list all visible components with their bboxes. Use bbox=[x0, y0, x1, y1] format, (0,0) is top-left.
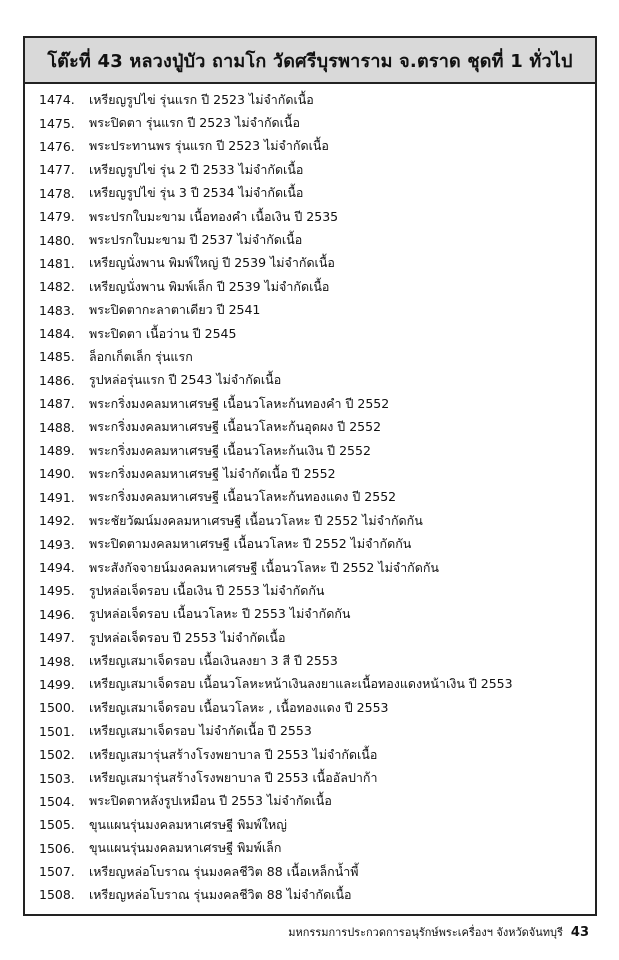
item-number: 1495. bbox=[39, 583, 75, 599]
list-item bbox=[25, 322, 595, 345]
item-text: พระกริ่งมงคลมหาเศรษฐี เนื้อนวโลหะก้นทองแดง ปี 2552 bbox=[89, 489, 397, 505]
item-text: รูปหล่อเจ็ดรอบ เนื้อเงิน ปี 2553 ไม่จำกัดกัน bbox=[89, 582, 325, 598]
item-text: เหรียญรูปไข่ รุ่น 2 ปี 2533 ไม่จำกัดเนื้อ bbox=[89, 161, 304, 177]
item-text: พระปรกใบมะขาม ปี 2537 ไม่จำกัดเนื้อ bbox=[89, 232, 303, 248]
item-number: 1479. bbox=[39, 209, 75, 225]
item-number: 1487. bbox=[39, 396, 75, 412]
item-text: พระประทานพร รุ่นแรก ปี 2523 ไม่จำกัดเนื้อ bbox=[89, 138, 329, 154]
item-number: 1491. bbox=[39, 489, 75, 505]
item-text: เหรียญรูปไข่ รุ่นแรก ปี 2523 ไม่จำกัดเนื้อ bbox=[89, 91, 314, 107]
item-text: เหรียญเสมารุ่นสร้างโรงพยาบาล ปี 2553 เนื้ออัลปาก้า bbox=[89, 770, 378, 786]
item-number: 1505. bbox=[39, 817, 75, 833]
item-text: พระปิดตา รุ่นแรก ปี 2523 ไม่จำกัดเนื้อ bbox=[89, 115, 300, 131]
item-number: 1474. bbox=[39, 92, 75, 108]
item-text: พระปิดตา เนื้อว่าน ปี 2545 bbox=[89, 325, 237, 341]
item-number: 1486. bbox=[39, 372, 75, 388]
list-item bbox=[25, 626, 595, 649]
item-text: เหรียญรูปไข่ รุ่น 3 ปี 2534 ไม่จำกัดเนื้อ bbox=[89, 185, 304, 201]
item-text: ขุนแผนรุ่นมงคลมหาเศรษฐี พิมพ์เล็ก bbox=[89, 840, 282, 856]
item-number: 1488. bbox=[39, 419, 75, 435]
item-text: พระกริ่งมงคลมหาเศรษฐี เนื้อนวโลหะก้นเงิน ปี 2552 bbox=[89, 442, 371, 458]
item-number: 1502. bbox=[39, 747, 75, 763]
item-number: 1481. bbox=[39, 255, 75, 271]
item-number: 1489. bbox=[39, 443, 75, 459]
item-number: 1496. bbox=[39, 606, 75, 622]
item-text: เหรียญเสมาเจ็ดรอบ ไม่จำกัดเนื้อ ปี 2553 bbox=[89, 723, 312, 739]
list-item bbox=[25, 415, 595, 438]
item-text: พระสังกัจจายน์มงคลมหาเศรษฐี เนื้อนวโลหะ ปี 2552 ไม่จำกัดกัน bbox=[89, 559, 439, 575]
item-text: พระกริ่งมงคลมหาเศรษฐี เนื้อนวโลหะก้นทองคำ ปี 2552 bbox=[89, 395, 390, 411]
item-number: 1475. bbox=[39, 115, 75, 131]
item-number: 1484. bbox=[39, 326, 75, 342]
page-footer bbox=[288, 923, 589, 941]
list-item bbox=[25, 182, 595, 205]
item-text: เหรียญนั่งพาน พิมพ์ใหญ่ ปี 2539 ไม่จำกัดเนื้อ bbox=[89, 255, 335, 271]
item-number: 1478. bbox=[39, 185, 75, 201]
list-item bbox=[25, 345, 595, 368]
catalog-frame bbox=[23, 36, 597, 916]
item-text: รูปหล่อรุ่นแรก ปี 2543 ไม่จำกัดเนื้อ bbox=[89, 372, 282, 388]
item-text: ล็อกเก็ตเล็ก รุ่นแรก bbox=[89, 348, 193, 364]
item-text: เหรียญหล่อโบราณ รุ่นมงคลชีวิต 88 เนื้อเหล็กน้ำพี้ bbox=[89, 863, 359, 879]
list-item bbox=[25, 111, 595, 134]
item-text: พระกริ่งมงคลมหาเศรษฐี ไม่จำกัดเนื้อ ปี 2552 bbox=[89, 465, 336, 481]
list-item bbox=[25, 158, 595, 181]
list-item bbox=[25, 135, 595, 158]
item-text: พระกริ่งมงคลมหาเศรษฐี เนื้อนวโลหะก้นอุดผง ปี 2552 bbox=[89, 419, 382, 435]
item-number: 1476. bbox=[39, 138, 75, 154]
item-number: 1482. bbox=[39, 279, 75, 295]
list-item bbox=[25, 743, 595, 766]
list-item bbox=[25, 720, 595, 743]
footer-text: มหกรรมการประกวดการอนุรักษ์พระเครื่องฯ จังหวัดจันทบุรี bbox=[288, 926, 563, 939]
table-title: โต๊ะที่ 43 หลวงปู่บัว ถามโก วัดศรีบุรพาราม จ.ตราด ชุดที่ 1 ทั่วไป bbox=[25, 38, 595, 84]
list-item bbox=[25, 883, 595, 906]
item-text: เหรียญเสมาเจ็ดรอบ เนื้อนวโลหะ , เนื้อทองแดง ปี 2553 bbox=[89, 699, 389, 715]
list-item bbox=[25, 369, 595, 392]
list-item bbox=[25, 790, 595, 813]
list-item bbox=[25, 556, 595, 579]
item-text: พระปิดตามงคลมหาเศรษฐี เนื้อนวโลหะ ปี 2552 ไม่จำกัดกัน bbox=[89, 536, 412, 552]
item-text: เหรียญเสมารุ่นสร้างโรงพยาบาล ปี 2553 ไม่จำกัดเนื้อ bbox=[89, 746, 378, 762]
page-number: 43 bbox=[570, 924, 589, 940]
list-item bbox=[25, 486, 595, 509]
item-number: 1497. bbox=[39, 630, 75, 646]
item-text: พระชัยวัฒน์มงคลมหาเศรษฐี เนื้อนวโลหะ ปี 2552 ไม่จำกัดกัน bbox=[89, 512, 423, 528]
item-number: 1500. bbox=[39, 700, 75, 716]
list-item bbox=[25, 532, 595, 555]
item-number: 1485. bbox=[39, 349, 75, 365]
list-item bbox=[25, 88, 595, 111]
item-number: 1480. bbox=[39, 232, 75, 248]
item-text: รูปหล่อเจ็ดรอบ เนื้อนวโลหะ ปี 2553 ไม่จำกัดกัน bbox=[89, 606, 351, 622]
item-text: พระปิดตากะลาตาเดียว ปี 2541 bbox=[89, 302, 261, 318]
list-item bbox=[25, 579, 595, 602]
item-text: รูปหล่อเจ็ดรอบ ปี 2553 ไม่จำกัดเนื้อ bbox=[89, 629, 286, 645]
item-text: เหรียญเสมาเจ็ดรอบ เนื้อเงินลงยา 3 สี ปี 2553 bbox=[89, 653, 338, 669]
item-number: 1498. bbox=[39, 653, 75, 669]
item-list bbox=[25, 84, 595, 907]
list-item bbox=[25, 205, 595, 228]
list-item bbox=[25, 837, 595, 860]
list-item bbox=[25, 299, 595, 322]
list-item bbox=[25, 766, 595, 789]
item-number: 1477. bbox=[39, 162, 75, 178]
item-number: 1490. bbox=[39, 466, 75, 482]
list-item bbox=[25, 860, 595, 883]
item-number: 1507. bbox=[39, 864, 75, 880]
list-item bbox=[25, 462, 595, 485]
list-item bbox=[25, 228, 595, 251]
item-number: 1499. bbox=[39, 676, 75, 692]
list-item bbox=[25, 439, 595, 462]
item-number: 1483. bbox=[39, 302, 75, 318]
list-item bbox=[25, 275, 595, 298]
item-text: พระปิดตาหลังรูปเหมือน ปี 2553 ไม่จำกัดเนื้อ bbox=[89, 793, 332, 809]
item-number: 1492. bbox=[39, 513, 75, 529]
list-item bbox=[25, 649, 595, 672]
item-number: 1493. bbox=[39, 536, 75, 552]
item-text: ขุนแผนรุ่นมงคลมหาเศรษฐี พิมพ์ใหญ่ bbox=[89, 816, 287, 832]
item-text: พระปรกใบมะขาม เนื้อทองคำ เนื้อเงิน ปี 2535 bbox=[89, 208, 339, 224]
list-item bbox=[25, 603, 595, 626]
item-text: เหรียญเสมาเจ็ดรอบ เนื้อนวโลหะหน้าเงินลงยาและเนื้อทองแดงหน้าเงิน ปี 2553 bbox=[89, 676, 513, 692]
item-number: 1506. bbox=[39, 840, 75, 856]
list-item bbox=[25, 673, 595, 696]
list-item bbox=[25, 696, 595, 719]
list-item bbox=[25, 813, 595, 836]
item-number: 1494. bbox=[39, 560, 75, 575]
item-number: 1504. bbox=[39, 793, 75, 809]
list-item bbox=[25, 252, 595, 275]
item-text: เหรียญหล่อโบราณ รุ่นมงคลชีวิต 88 ไม่จำกัดเนื้อ bbox=[89, 886, 352, 902]
item-number: 1501. bbox=[39, 723, 75, 739]
item-number: 1503. bbox=[39, 770, 75, 786]
list-item bbox=[25, 509, 595, 532]
item-text: เหรียญนั่งพาน พิมพ์เล็ก ปี 2539 ไม่จำกัดเนื้อ bbox=[89, 278, 330, 294]
item-number: 1508. bbox=[39, 887, 75, 903]
list-item bbox=[25, 392, 595, 415]
